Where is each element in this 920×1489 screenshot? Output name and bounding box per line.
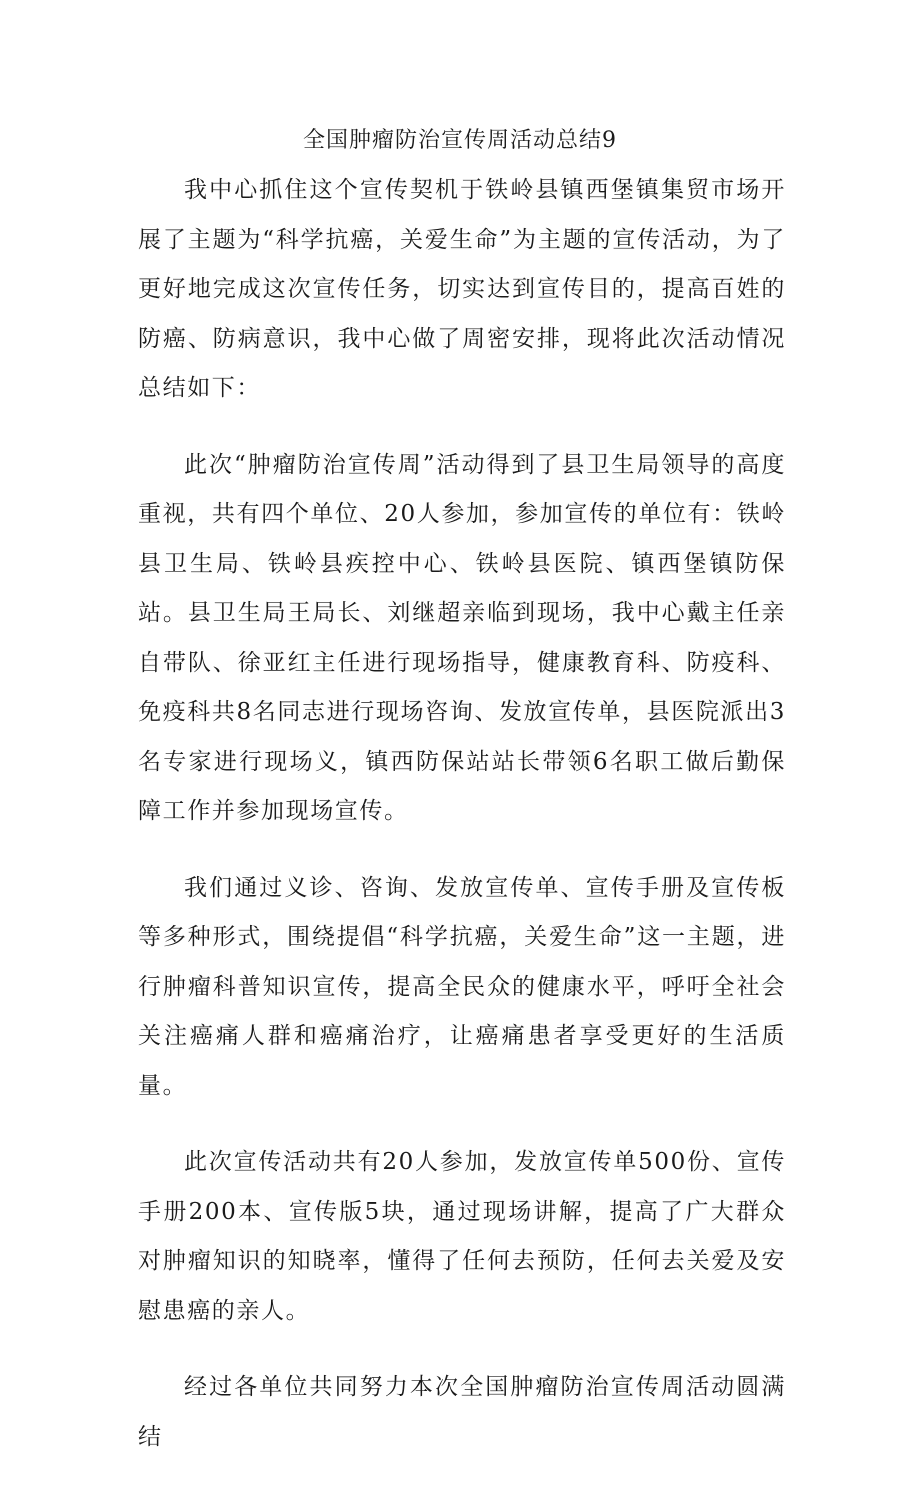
paragraph-intro: 我中心抓住这个宣传契机于铁岭县镇西堡镇集贸市场开展了主题为“科学抗癌，关爱生命”为主题的宣传活动，为了更好地完成这次宣传任务，切实达到宣传目的，提高百姓的防癌、防病意识，我中心做了周密安排，现将此次活动情况总结如下： xyxy=(138,177,786,401)
paragraph-activities: 我们通过义诊、咨询、发放宣传单、宣传手册及宣传板等多种形式，围绕提倡“科学抗癌，关爱生命”这一主题，进行肿瘤科普知识宣传，提高全民众的健康水平，呼吁全社会关注癌痛人群和癌痛治疗，让癌痛患者享受更好的生活质量。 xyxy=(138,874,786,1099)
paragraph-conclusion: 经过各单位共同努力本次全国肿瘤防治宣传周活动圆满结 xyxy=(138,1374,786,1450)
paragraph-participants: 此次“肿瘤防治宣传周”活动得到了县卫生局领导的高度重视，共有四个单位、20人参加，参加宣传的单位有：铁岭县卫生局、铁岭县疾控中心、铁岭县医院、镇西堡镇防保站。县卫生局王局长、刘继超亲临到现场，我中心戴主任亲自带队、徐亚红主任进行现场指导，健康教育科、防疫科、免疫科共8名同志进行现场咨询、发放宣传单，县医院派出3名专家进行现场义，镇西防保站站长带领6名职工做后勤保障工作并参加现场宣传。 xyxy=(138,451,786,824)
document-title: 全国肿瘤防治宣传周活动总结9 xyxy=(303,128,617,153)
document-body xyxy=(138,166,786,1489)
paragraph-results: 此次宣传活动共有20人参加，发放宣传单500份、宣传手册200本、宣传版5块，通过现场讲解，提高了广大群众对肿瘤知识的知晓率，懂得了任何去预防，任何去关爱及安慰患癌的亲人。 xyxy=(138,1149,786,1324)
